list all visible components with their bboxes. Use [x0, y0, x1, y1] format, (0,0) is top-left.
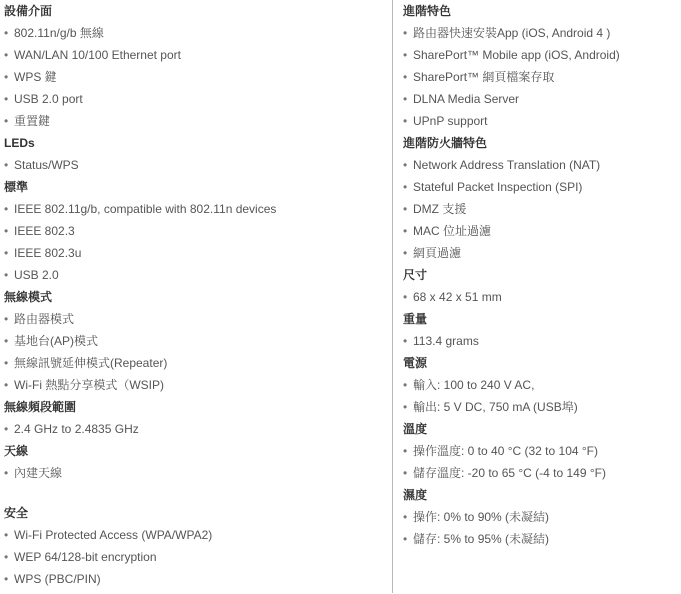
bullet-icon: •	[4, 312, 9, 326]
spec-item: • SharePort™ 網頁檔案存取	[403, 70, 555, 84]
bullet-icon: •	[4, 70, 9, 84]
spec-item: • USB 2.0 port	[4, 92, 83, 106]
bullet-icon: •	[403, 334, 408, 348]
spec-item: • Wi-Fi Protected Access (WPA/WPA2)	[4, 528, 213, 542]
bullet-icon: •	[403, 70, 408, 84]
spec-item: • 路由器模式	[4, 312, 75, 326]
bullet-icon: •	[4, 158, 9, 172]
spec-item: • WPS (PBC/PIN)	[4, 572, 101, 586]
spec-item: • DMZ 支援	[403, 202, 467, 216]
heading-leds: LEDs	[4, 136, 35, 150]
bullet-icon: •	[4, 356, 9, 370]
bullet-icon: •	[403, 224, 408, 238]
spec-item: • 操作: 0% to 90% (未凝結)	[403, 510, 550, 524]
bullet-icon: •	[403, 400, 408, 414]
section-gap	[4, 488, 384, 506]
heading-antenna: 天線	[4, 444, 29, 458]
spec-item: • Network Address Translation (NAT)	[403, 158, 601, 172]
heading-advanced-features: 進階特色	[403, 4, 452, 18]
heading-frequency-range: 無線頻段範圍	[4, 400, 77, 414]
bullet-icon: •	[403, 246, 408, 260]
bullet-icon: •	[403, 202, 408, 216]
bullet-icon: •	[4, 528, 9, 542]
spec-item: • 2.4 GHz to 2.4835 GHz	[4, 422, 139, 436]
spec-item: • 操作溫度: 0 to 40 °C (32 to 104 °F)	[403, 444, 598, 458]
left-column	[4, 4, 384, 594]
heading-temperature: 溫度	[403, 422, 428, 436]
spec-item: • 網頁過濾	[403, 246, 462, 260]
bullet-icon: •	[403, 466, 408, 480]
spec-item: • MAC 位址過濾	[403, 224, 492, 238]
spec-item: • 113.4 grams	[403, 334, 479, 348]
column-divider	[392, 0, 393, 593]
right-column	[403, 4, 681, 554]
heading-interfaces: 設備介面	[4, 4, 53, 18]
heading-humidity: 濕度	[403, 488, 428, 502]
spec-item: • 無線訊號延伸模式(Repeater)	[4, 356, 168, 370]
bullet-icon: •	[4, 268, 9, 282]
bullet-icon: •	[4, 114, 9, 128]
bullet-icon: •	[403, 290, 408, 304]
spec-item: • Stateful Packet Inspection (SPI)	[403, 180, 583, 194]
bullet-icon: •	[4, 224, 9, 238]
spec-item: • 重置鍵	[4, 114, 51, 128]
spec-item: • 基地台(AP)模式	[4, 334, 99, 348]
bullet-icon: •	[403, 92, 408, 106]
bullet-icon: •	[403, 444, 408, 458]
bullet-icon: •	[4, 422, 9, 436]
spec-item: • 內建天線	[4, 466, 63, 480]
bullet-icon: •	[4, 48, 9, 62]
spec-item: • 802.11n/g/b 無線	[4, 26, 104, 40]
bullet-icon: •	[403, 48, 408, 62]
bullet-icon: •	[4, 466, 9, 480]
heading-dimensions: 尺寸	[403, 268, 428, 282]
bullet-icon: •	[403, 378, 408, 392]
spec-item: • Status/WPS	[4, 158, 79, 172]
heading-standards: 標準	[4, 180, 29, 194]
bullet-icon: •	[4, 550, 9, 564]
bullet-icon: •	[4, 378, 9, 392]
bullet-icon: •	[403, 180, 408, 194]
bullet-icon: •	[4, 92, 9, 106]
spec-item: • WPS 鍵	[4, 70, 57, 84]
bullet-icon: •	[403, 532, 408, 546]
bullet-icon: •	[403, 158, 408, 172]
bullet-icon: •	[403, 26, 408, 40]
spec-item: • IEEE 802.3u	[4, 246, 82, 260]
heading-weight: 重量	[403, 312, 428, 326]
bullet-icon: •	[4, 334, 9, 348]
spec-item: • 路由器快速安裝App (iOS, Android 4 )	[403, 26, 611, 40]
spec-item: • Wi-Fi 熱點分享模式（WSIP)	[4, 378, 164, 392]
spec-item: • USB 2.0	[4, 268, 59, 282]
heading-firewall-features: 進階防火牆特色	[403, 136, 488, 150]
spec-item: • IEEE 802.3	[4, 224, 75, 238]
spec-item: • 輸出: 5 V DC, 750 mA (USB埠)	[403, 400, 578, 414]
bullet-icon: •	[4, 572, 9, 586]
bullet-icon: •	[4, 246, 9, 260]
bullet-icon: •	[4, 26, 9, 40]
spec-item: • 儲存溫度: -20 to 65 °C (-4 to 149 °F)	[403, 466, 606, 480]
bullet-icon: •	[403, 510, 408, 524]
spec-item: • 儲存: 5% to 95% (未凝結)	[403, 532, 550, 546]
heading-power: 電源	[403, 356, 428, 370]
spec-item: • DLNA Media Server	[403, 92, 520, 106]
spec-item: • WAN/LAN 10/100 Ethernet port	[4, 48, 181, 62]
spec-item: • IEEE 802.11g/b, compatible with 802.11n devices	[4, 202, 277, 216]
bullet-icon: •	[4, 202, 9, 216]
spec-item: • UPnP support	[403, 114, 488, 128]
spec-item: • SharePort™ Mobile app (iOS, Android)	[403, 48, 620, 62]
spec-item: • 輸入: 100 to 240 V AC,	[403, 378, 535, 392]
spec-item: • WEP 64/128-bit encryption	[4, 550, 157, 564]
bullet-icon: •	[403, 114, 408, 128]
heading-security: 安全	[4, 506, 29, 520]
heading-wireless-modes: 無線模式	[4, 290, 53, 304]
spec-item: • 68 x 42 x 51 mm	[403, 290, 502, 304]
